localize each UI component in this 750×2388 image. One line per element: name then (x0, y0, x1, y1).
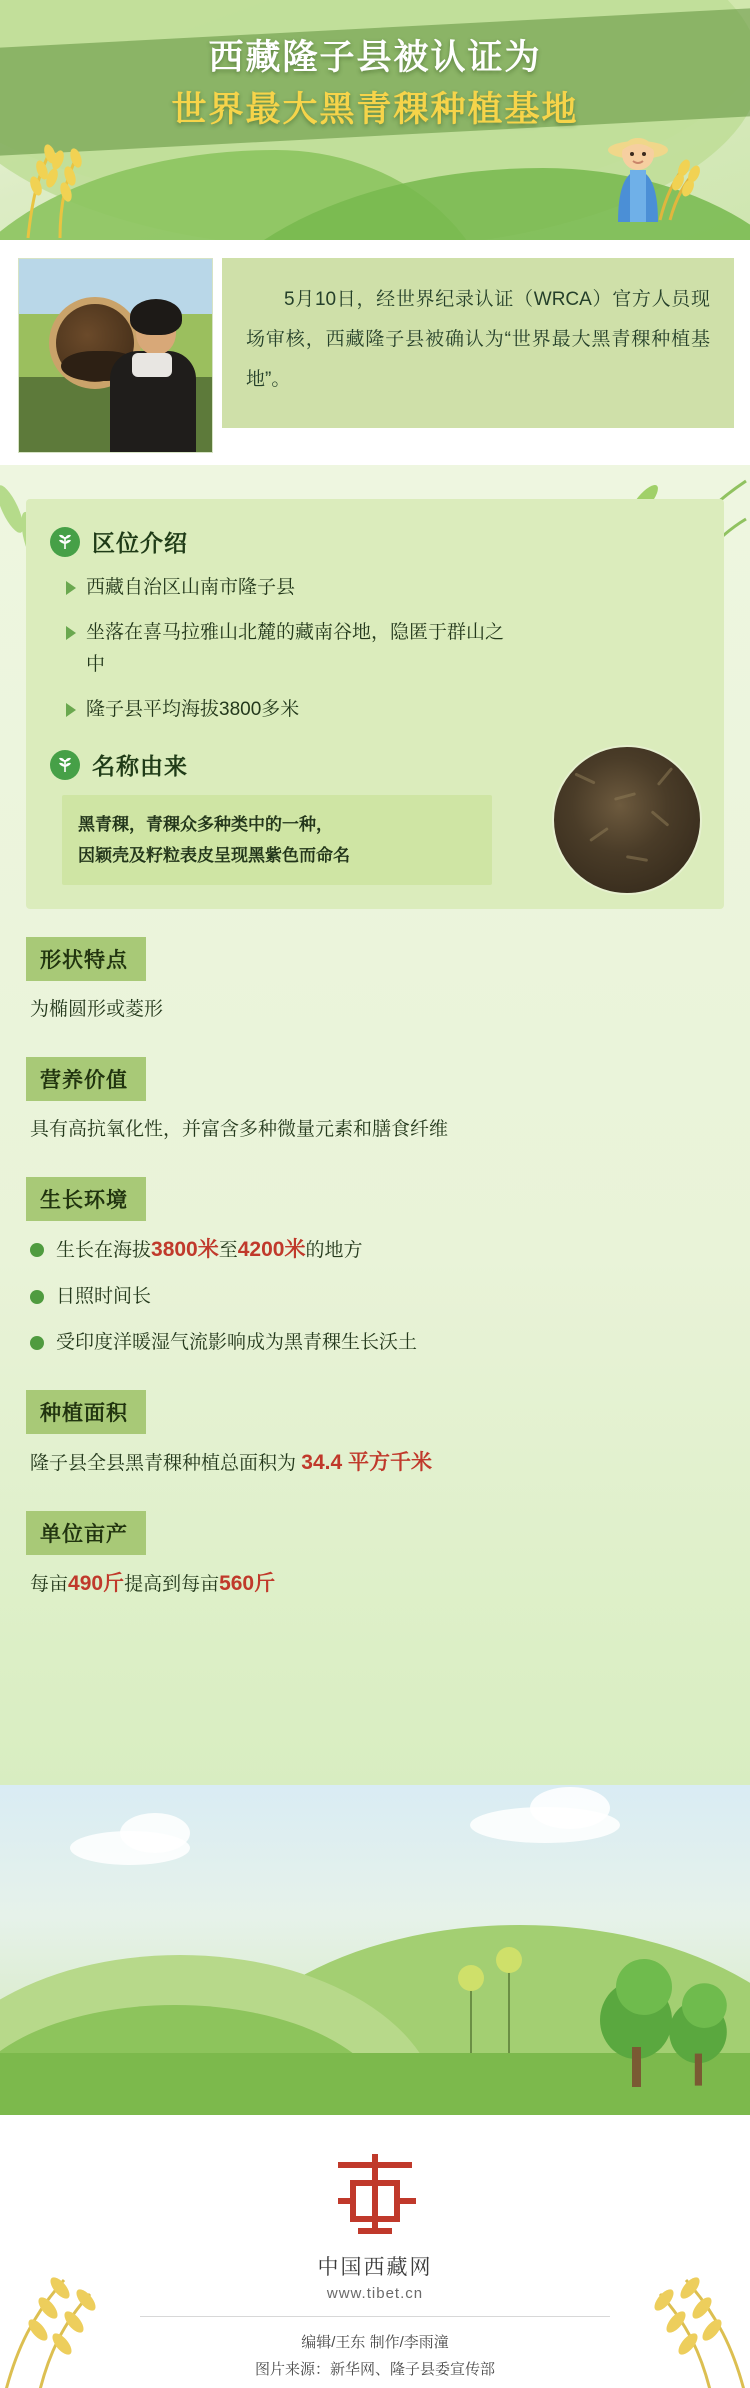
area-body (30, 1446, 720, 1481)
wheat-badge-icon (50, 527, 80, 557)
wheat-badge-icon (50, 750, 80, 780)
location-title: 区位介绍 (92, 530, 188, 556)
nutrition-section (26, 1047, 724, 1147)
area-text: 隆子县全县黑青稞种植总面积为 34.4 平方千米 (30, 1451, 432, 1474)
shape-text: 为椭圆形或菱形 (30, 999, 164, 1020)
tree-icon (600, 1981, 672, 2059)
triangle-bullet-icon (66, 626, 76, 640)
credit-line-1: 编辑/王东 制作/李雨潼 (301, 2334, 449, 2351)
environment-item (30, 1326, 720, 1360)
grain-photo (552, 745, 702, 895)
environment-item-label: 生长在海拔3800米至4200米的地方 (56, 1238, 363, 1261)
sapling-icon (508, 1965, 510, 2053)
intro-text-box (222, 258, 734, 428)
shape-label: 形状特点 (26, 937, 146, 981)
sapling-leaf-icon (458, 1965, 484, 1991)
dot-bullet-icon (30, 1243, 44, 1257)
site-url[interactable]: www.tibet.cn (326, 2285, 424, 2302)
farmer-illustration-icon (586, 120, 706, 230)
photo-person-scarf (132, 353, 172, 377)
location-item (66, 694, 700, 726)
naming-text-box (62, 795, 492, 885)
intro-paragraph: 5月10日，经世界纪录认证（WRCA）官方人员现场审核，西藏隆子县被确认为“世界最大黑青稞种植基地”。 (246, 289, 710, 390)
nutrition-body (30, 1113, 720, 1147)
shape-body (30, 993, 720, 1027)
environment-item-label: 受印度洋暖湿气流影响成为黑青稞生长沃土 (56, 1332, 418, 1353)
site-name: 中国西藏网 (317, 2256, 433, 2279)
title-line-2: 世界最大黑青稞种植基地 (171, 90, 579, 129)
page-title (0, 34, 750, 134)
cloud-icon (530, 1787, 610, 1829)
location-card (26, 499, 724, 909)
photo-person-hair (130, 299, 182, 335)
location-item-label: 西藏自治区山南市隆子县 (86, 577, 296, 598)
footer-section (0, 2115, 750, 2388)
shape-section (26, 927, 724, 1027)
triangle-bullet-icon (66, 703, 76, 717)
location-item (66, 617, 700, 681)
china-tibet-net-logo-icon (327, 2149, 423, 2241)
wheat-decoration-icon (8, 130, 128, 240)
title-line-1: 西藏隆子县被认证为 (208, 38, 542, 77)
naming-text-line-2: 因颖壳及籽粒表皮呈现黑紫色而命名 (78, 846, 350, 865)
naming-text-line-1: 黑青稞，青稞众多种类中的一种， (78, 815, 333, 834)
sapling-leaf-icon (496, 1947, 522, 1973)
bottom-scenery (0, 1785, 750, 2115)
dot-bullet-icon (30, 1336, 44, 1350)
header-banner (0, 0, 750, 240)
naming-title: 名称由来 (92, 753, 188, 779)
yield-body (30, 1567, 720, 1602)
credit-line-2: 图片来源：新华网、隆子县委宣传部 (254, 2361, 495, 2378)
location-item-label: 坐落在喜马拉雅山北麓的藏南谷地，隐匿于群山之中 (86, 622, 505, 675)
environment-label: 生长环境 (26, 1177, 146, 1221)
yield-section (26, 1501, 724, 1602)
nutrition-label: 营养价值 (26, 1057, 146, 1101)
intro-section (0, 240, 750, 465)
intro-photo (18, 258, 213, 453)
area-label: 种植面积 (26, 1390, 146, 1434)
dot-bullet-icon (30, 1290, 44, 1304)
sapling-icon (470, 1983, 472, 2053)
environment-item (30, 1280, 720, 1314)
location-item (66, 572, 700, 604)
environment-body (30, 1233, 720, 1360)
tree-icon (669, 2001, 727, 2063)
cloud-icon (120, 1813, 190, 1853)
nutrition-text: 具有高抗氧化性，并富含多种微量元素和膳食纤维 (30, 1119, 449, 1140)
environment-section (26, 1167, 724, 1360)
triangle-bullet-icon (66, 581, 76, 595)
location-item-label: 隆子县平均海拔3800多米 (86, 699, 300, 720)
environment-item-label: 日照时间长 (56, 1286, 152, 1307)
location-heading (50, 525, 700, 558)
yield-label: 单位亩产 (26, 1511, 146, 1555)
yield-text: 每亩490斤提高到每亩560斤 (30, 1572, 276, 1595)
environment-item (30, 1233, 720, 1268)
main-content-section (0, 465, 750, 2115)
footer-divider (140, 2316, 610, 2317)
area-section (26, 1380, 724, 1481)
